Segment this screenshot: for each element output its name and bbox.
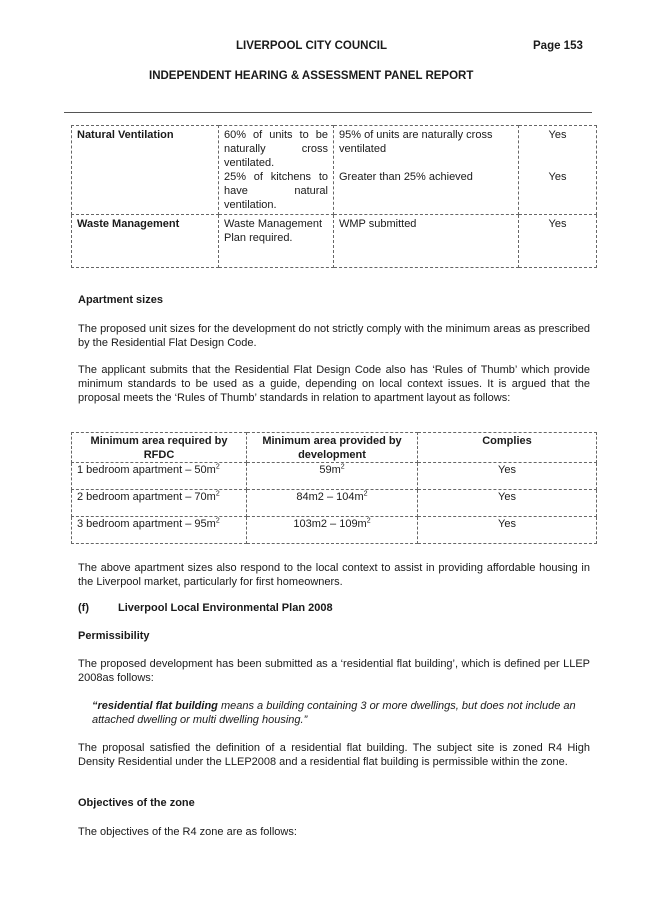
apartment-para-1: The proposed unit sizes for the development do not strictly comply with the minimum areas as prescribed by the Residential Flat Design Code.	[78, 323, 590, 349]
apartment-para-2: The applicant submits that the Residential Flat Design Code also has ‘Rules of Thumb’ which provide minimum standards to be used as a guide, depending on local context issues. It is argued that the proposal meets the ‘Rules of Thumb’ standards in relation to apartment layout as follows:	[78, 364, 590, 404]
compliance-table	[71, 125, 597, 268]
provided-cell: $84m2 - 104m^2$	[247, 490, 418, 517]
apartment-sizes-heading: Apartment sizes	[78, 294, 163, 306]
table-row	[72, 215, 597, 268]
column-header: Complies	[418, 433, 597, 463]
permissibility-heading: Permissibility	[78, 630, 150, 642]
table-row	[72, 126, 597, 215]
definition-text: means a building containing 3 or more dwellings, but does not include an attached dwelling or multi dwelling housing.”	[92, 700, 576, 726]
requirement-a: 60% of units to be naturally cross ventilated.	[224, 129, 328, 169]
complies-cell: Yes	[418, 463, 597, 490]
requirement-b: 25% of kitchens to have natural ventilation.	[224, 171, 328, 211]
defined-term: “residential flat building	[92, 700, 218, 712]
council-name: LIVERPOOL CITY COUNCIL	[236, 40, 388, 52]
complies-cell: Yes	[418, 517, 597, 544]
provided-cell: $103m2 - 109m^2$	[247, 517, 418, 544]
required-cell: 1 bedroom apartment – $50m^2$	[72, 463, 247, 490]
table-row	[72, 463, 597, 490]
objectives-para: The objectives of the R4 zone are as follows:	[78, 826, 297, 838]
page-number: Page 153	[533, 40, 583, 52]
section-number: (f)	[78, 602, 89, 614]
requirement-cell	[219, 126, 334, 215]
objectives-heading: Objectives of the zone	[78, 797, 195, 809]
control-cell: Natural Ventilation	[72, 126, 219, 215]
section-title: Liverpool Local Environmental Plan 2008	[118, 602, 333, 614]
provided-a: 95% of units are naturally cross ventilated	[339, 129, 493, 155]
report-title: INDEPENDENT HEARING & ASSESSMENT PANEL REPORT	[149, 70, 474, 82]
definition-quote	[92, 699, 582, 727]
requirement-cell: Waste Management Plan required.	[219, 215, 334, 268]
header-divider	[64, 112, 592, 113]
complies-a: Yes	[548, 129, 567, 141]
table-row	[72, 517, 597, 544]
required-cell: 2 bedroom apartment – $70m^2$	[72, 490, 247, 517]
provided-b: Greater than 25% achieved	[339, 171, 473, 183]
complies-cell	[519, 126, 597, 215]
complies-cell: Yes	[519, 215, 597, 268]
provided-cell: $59m^2$	[247, 463, 418, 490]
apartment-size-table	[71, 432, 597, 544]
apartment-para-3: The above apartment sizes also respond to the local context to assist in providing affordable housing in the Liverpool market, particularly for first homeowners.	[78, 562, 590, 588]
complies-cell: Yes	[418, 490, 597, 517]
zoning-para: The proposal satisfied the definition of a residential flat building. The subject site is zoned R4 High Density Residential under the LLEP2008 and a residential flat building is permissible within the zone.	[78, 742, 590, 768]
complies-b: Yes	[548, 171, 567, 183]
required-cell: 3 bedroom apartment – $95m^2$	[72, 517, 247, 544]
column-header: Minimum area required by RFDC	[72, 433, 247, 463]
table-row	[72, 490, 597, 517]
control-cell: Waste Management	[72, 215, 219, 268]
provided-cell	[334, 126, 519, 215]
provided-cell: WMP submitted	[334, 215, 519, 268]
column-header: Minimum area provided by development	[247, 433, 418, 463]
permissibility-para: The proposed development has been submitted as a ‘residential flat building’, which is defined per LLEP 2008as follows:	[78, 658, 590, 684]
table-header-row	[72, 433, 597, 463]
